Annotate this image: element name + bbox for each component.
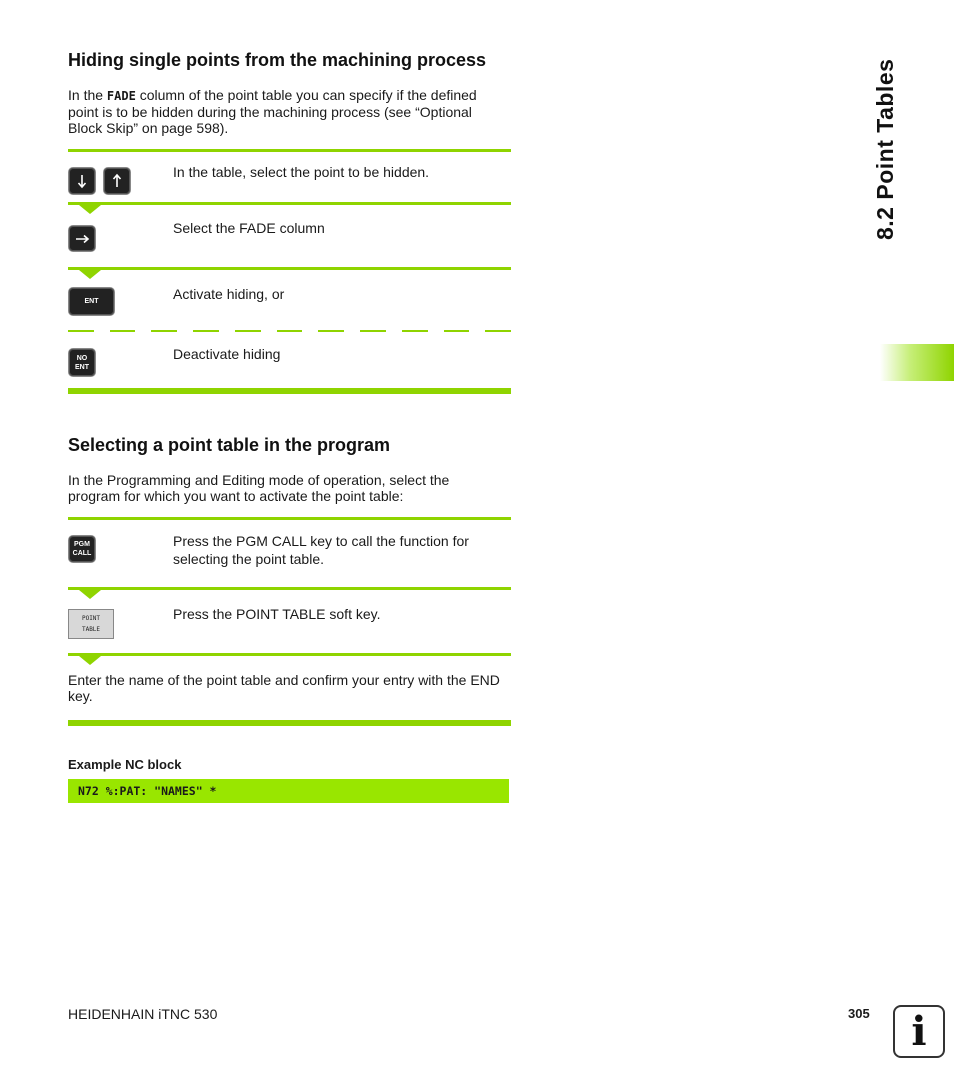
step-text: Press the POINT TABLE soft key.: [173, 606, 381, 622]
fade-keyword: FADE: [106, 89, 136, 103]
info-icon[interactable]: [893, 1005, 945, 1058]
example-heading: Example NC block: [68, 757, 182, 772]
step-divider: [68, 587, 511, 590]
step-divider: [68, 149, 511, 152]
step-text: Enter the name of the point table and confirm your entry with the END key.: [68, 672, 500, 704]
arrow-down-key-icon: [69, 168, 95, 194]
step-arrow: [79, 656, 101, 665]
arrow-right-key-icon: [69, 226, 95, 251]
softkey-label: TABLE: [81, 626, 101, 633]
section-heading-hiding: Hiding single points from the machining process: [68, 50, 487, 70]
section-intro-selecting: In the Programming and Editing mode of operation, select the program for which you want to activate the point table:: [68, 472, 450, 504]
step-text: Deactivate hiding: [173, 346, 281, 362]
footer-product: HEIDENHAIN iTNC 530: [68, 1006, 218, 1022]
section-end-rule: [68, 720, 511, 726]
step-arrow: [79, 270, 101, 279]
no-ent-key: [69, 349, 95, 376]
step-text: In the table, select the point to be hidden.: [173, 164, 430, 180]
section-end-rule: [68, 388, 511, 394]
chapter-tab: [880, 344, 954, 381]
key-label: ENT: [75, 363, 89, 371]
step-divider: [68, 653, 511, 656]
page-number: 305: [848, 1006, 870, 1021]
point-table-softkey: [68, 609, 114, 639]
arrow-up-key-icon: [104, 168, 130, 194]
section-heading-selecting: Selecting a point table in the program: [68, 435, 391, 455]
step-text: Select the FADE column: [173, 220, 325, 236]
chapter-title: 8.2 Point Tables: [872, 58, 898, 240]
ent-key: ENT: [69, 288, 114, 315]
intro-text: column of the point table you can specify if the defined point is to be hidden during the machining process (see “Optional Block Skip” on page 598).: [68, 87, 477, 136]
intro-text: In the: [68, 87, 107, 103]
softkey-label: POINT: [81, 615, 101, 622]
pgm-call-key: [69, 536, 95, 562]
key-label: PGM: [74, 541, 90, 548]
step-text: Activate hiding, or: [173, 286, 285, 302]
alternative-divider: [68, 330, 511, 332]
step-text: Press the PGM CALL key to call the function for selecting the point table.: [173, 533, 469, 567]
step-divider: [68, 267, 511, 270]
section-intro-hiding: [68, 87, 508, 136]
key-label: CALL: [72, 550, 92, 557]
step-divider: [68, 202, 511, 205]
step-divider: [68, 517, 511, 520]
step-arrow: [79, 590, 101, 599]
code-line: N72 %:PAT: "NAMES" *: [78, 784, 217, 798]
key-label: NO: [76, 354, 88, 362]
code-block: [68, 779, 509, 803]
step-arrow: [79, 205, 101, 214]
info-glyph: i: [911, 1007, 927, 1055]
